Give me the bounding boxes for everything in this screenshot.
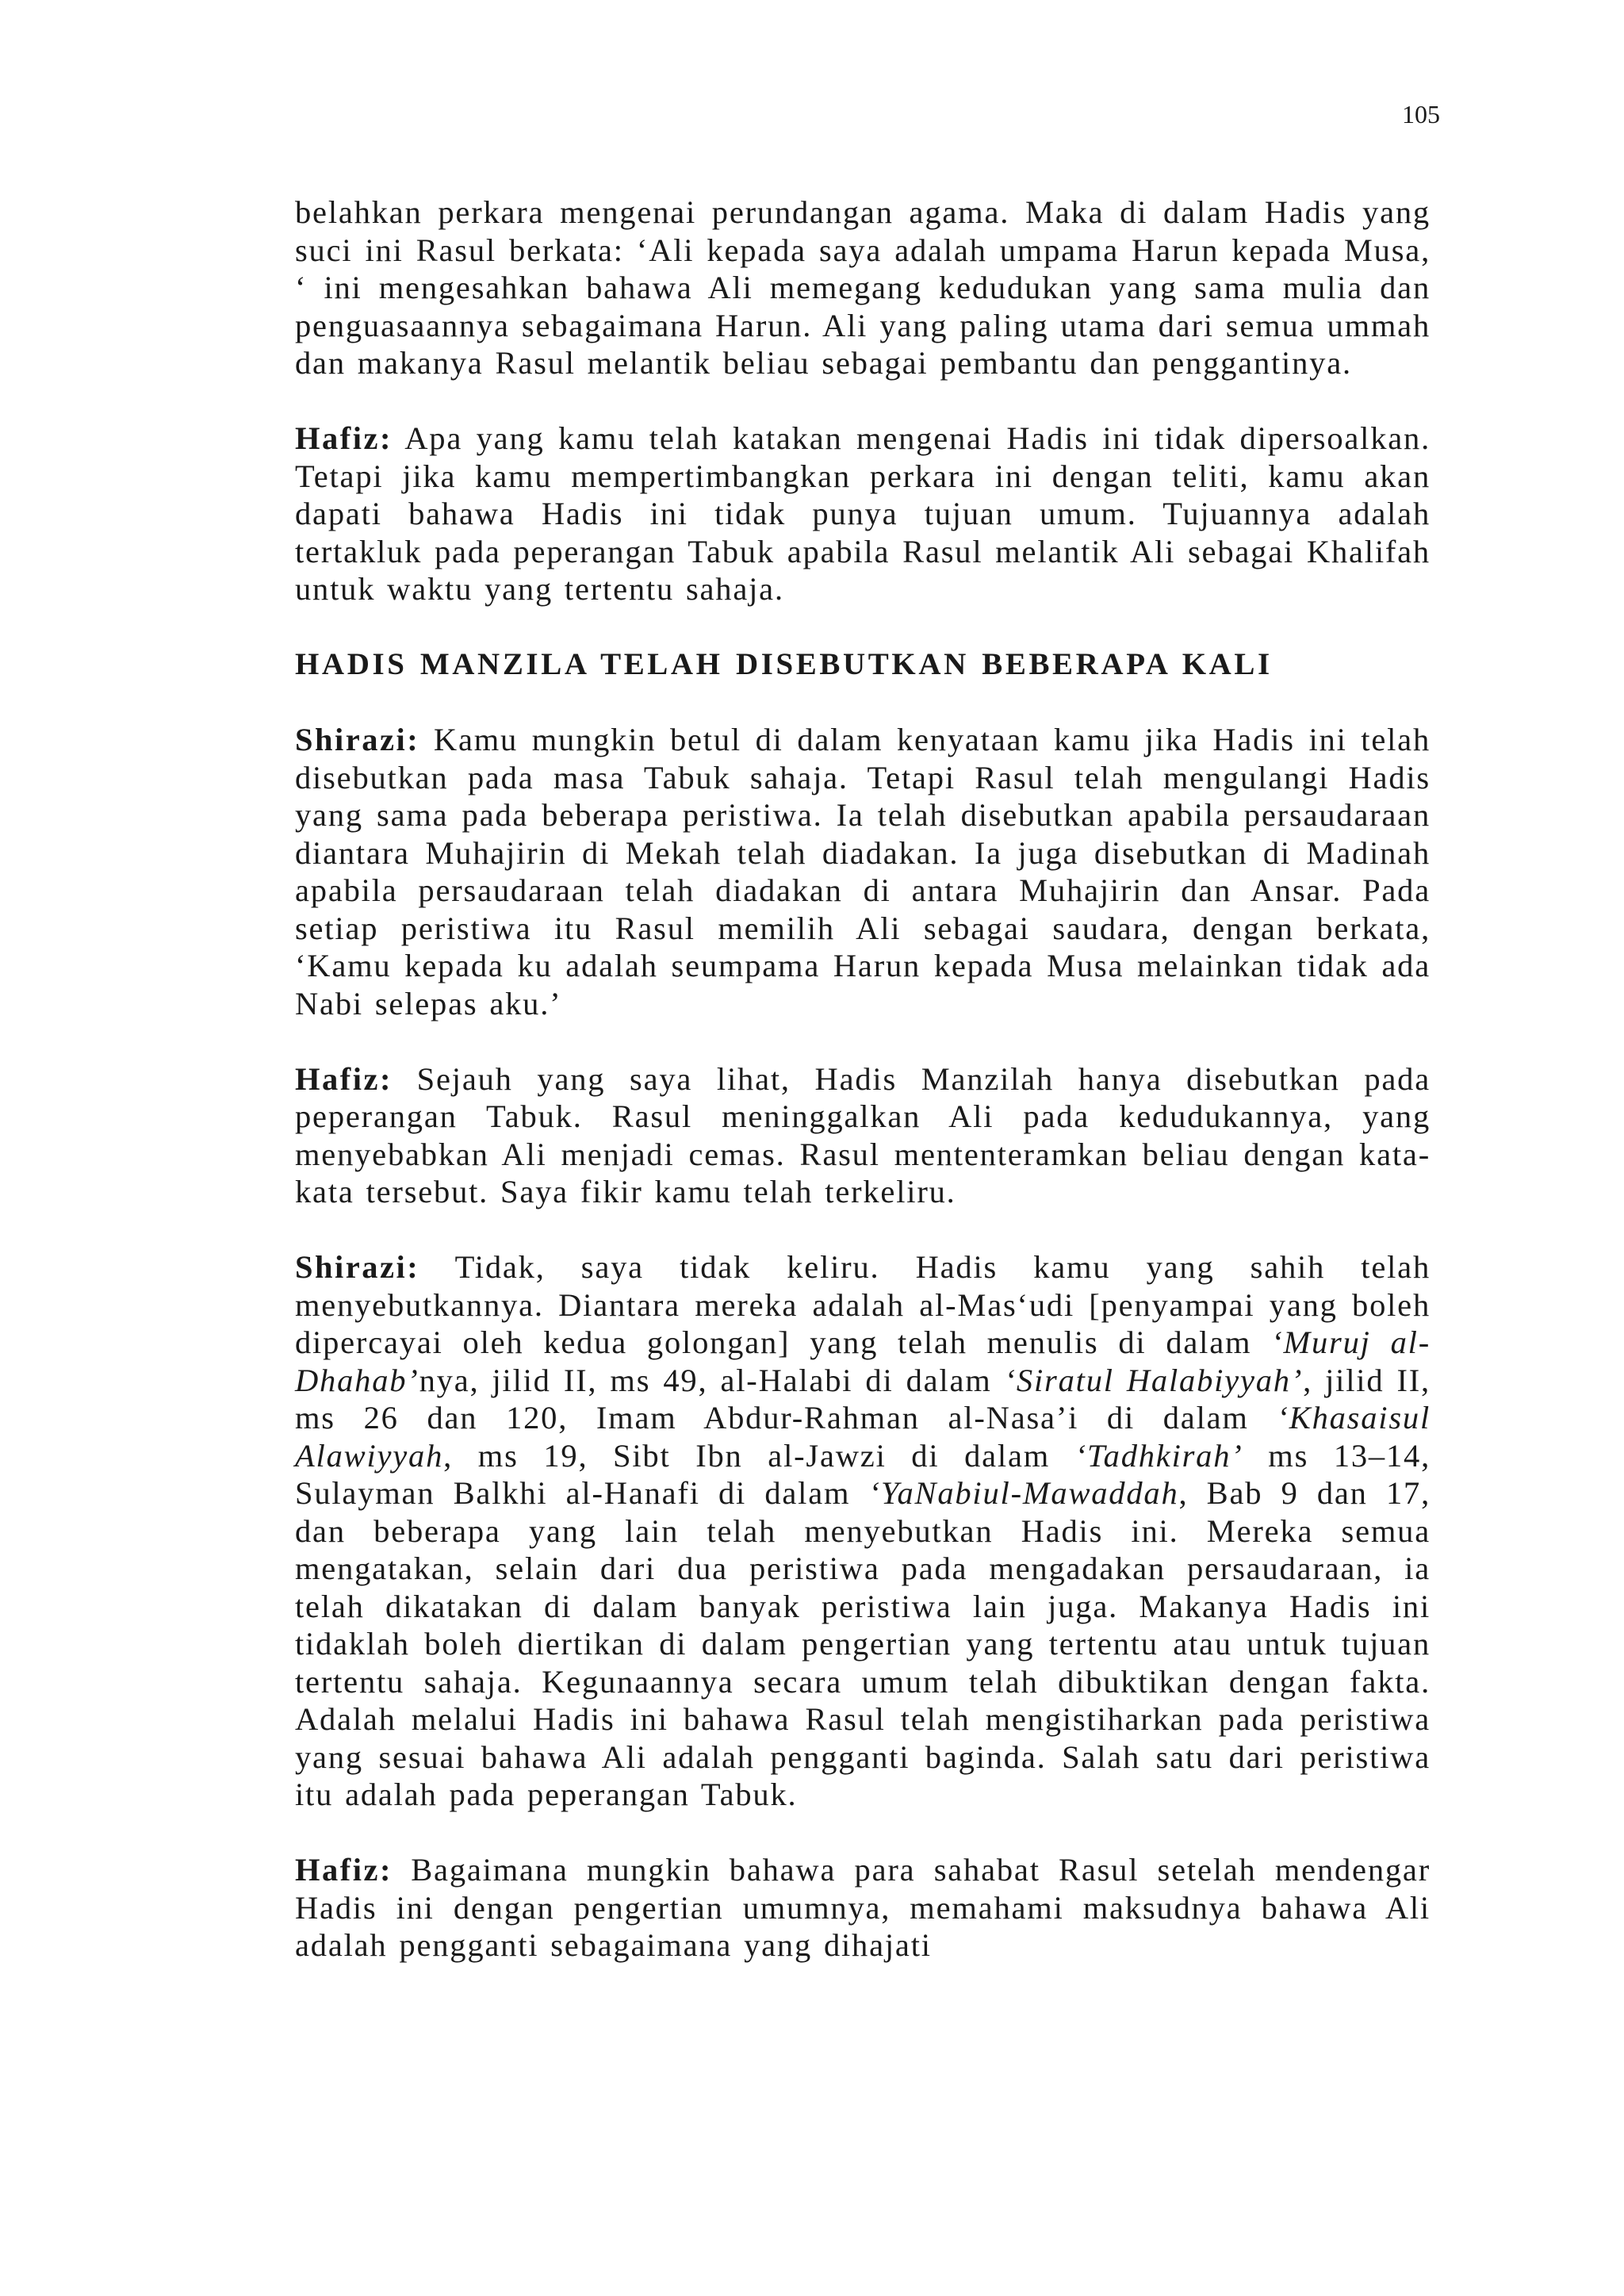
paragraph-hafiz-2 (295, 1060, 1431, 1211)
paragraph-text: , jilid II, ms 26 dan 120, Imam Abdur-Rahman al-Nasa’i di dalam (295, 1362, 1431, 1435)
paragraph-intro (295, 194, 1431, 382)
paragraph-hafiz-3 (295, 1851, 1431, 1964)
paragraph-text: ms 13–14, Sulayman Balkhi al-Hanafi di dalam (295, 1437, 1431, 1511)
section-heading: HADIS MANZILA TELAH DISEBUTKAN BEBERAPA KALI (295, 647, 1273, 681)
paragraph-text: Apa yang kamu telah katakan mengenai Hadis ini tidak dipersoalkan. Tetapi jika kamu mempertimbangkan perkara ini dengan teliti, kamu akan dapati bahawa Hadis ini tidak punya tujuan umum. Tujuannya adalah tertakluk pada peperangan Tabuk apabila Rasul melantik Ali sebagai Khalifah untuk waktu yang tertentu sahaja. (295, 420, 1431, 607)
book-title-khasaisul: ‘Khasaisul Alawiyyah (295, 1400, 1431, 1474)
document-body (295, 194, 1431, 1964)
paragraph-text: Sejauh yang saya lihat, Hadis Manzilah hanya disebutkan pada peperangan Tabuk. Rasul meninggalkan Ali pada kedudukannya, yang menyebabkan Ali menjadi cemas. Rasul mententeramkan beliau dengan kata-kata tersebut. Saya fikir kamu telah terkeliru. (295, 1060, 1431, 1209)
book-title-tadhkirah: ‘Tadhkirah’ (1074, 1437, 1243, 1474)
paragraph-text: nya, jilid II, ms 49, al-Halabi di dalam (419, 1362, 1005, 1398)
speaker-label: Hafiz: (295, 1060, 393, 1097)
paragraph-shirazi-2 (295, 1248, 1431, 1814)
page-number: 105 (1402, 100, 1440, 128)
paragraph-text: , Bab 9 dan 17, dan beberapa yang lain telah menyebutkan Hadis ini. Mereka semua mengatakan, selain dari dua peristiwa pada mengadakan persaudaraan, ia telah dikatakan di dalam banyak peristiwa lain juga. Makanya Hadis ini tidaklah boleh diertikan di dalam pengertian yang tertentu atau untuk tujuan tertentu sahaja. Kegunaannya secara umum telah dibuktikan dengan fakta. Adalah melalui Hadis ini bahawa Rasul telah mengistiharkan pada peristiwa yang sesuai bahawa Ali adalah pengganti baginda. Salah satu dari peristiwa itu adalah pada peperangan Tabuk. (295, 1475, 1431, 1812)
paragraph-text: Tidak, saya tidak keliru. Hadis kamu yang sahih telah menyebutkannya. Diantara mereka adalah al-Mas‘udi [penyampai yang boleh dipercayai oleh kedua golongan] yang telah menulis di dalam (295, 1249, 1431, 1360)
paragraph-text: Kamu mungkin betul di dalam kenyataan kamu jika Hadis ini telah disebutkan pada masa Tabuk sahaja. Tetapi Rasul telah mengulangi Hadis yang sama pada beberapa peristiwa. Ia telah disebutkan apabila persaudaraan diantara Muhajirin di Mekah telah diadakan. Ia juga disebutkan di Madinah apabila persaudaraan telah diadakan di antara Muhajirin dan Ansar. Pada setiap peristiwa itu Rasul memilih Ali sebagai saudara, dengan berkata, ‘Kamu kepada ku adalah seumpama Harun kepada Musa melainkan tidak ada Nabi selepas aku.’ (295, 722, 1431, 1022)
book-title-muruj: ‘Muruj al-Dhahab’ (295, 1324, 1431, 1398)
paragraph-text: belahkan perkara mengenai perundangan agama. Maka di dalam Hadis yang suci ini Rasul berkata: ‘Ali kepada saya adalah umpama Harun kepada Musa, ‘ ini mengesahkan bahawa Ali memegang kedudukan yang sama mulia dan penguasaannya sebagaimana Harun. Ali yang paling utama dari semua ummah dan makanya Rasul melantik beliau sebagai pembantu dan penggantinya. (295, 194, 1431, 381)
book-title-yanabiul: ‘YaNabiul-Mawaddah (868, 1475, 1179, 1511)
paragraph-shirazi-1 (295, 721, 1431, 1022)
paragraph-text: , ms 19, Sibt Ibn al-Jawzi di dalam (443, 1437, 1075, 1474)
speaker-label: Hafiz: (295, 420, 393, 456)
speaker-label: Hafiz: (295, 1852, 393, 1888)
speaker-label: Shirazi: (295, 722, 420, 757)
book-title-siratul: ‘Siratul Halabiyyah’ (1004, 1362, 1304, 1398)
paragraph-text: Bagaimana mungkin bahawa para sahabat Rasul setelah mendengar Hadis ini dengan pengertian umumnya, memahami maksudnya bahawa Ali adalah pengganti sebagaimana yang dihajati (295, 1852, 1431, 1963)
paragraph-hafiz-1 (295, 420, 1431, 608)
speaker-label: Shirazi: (295, 1249, 420, 1285)
